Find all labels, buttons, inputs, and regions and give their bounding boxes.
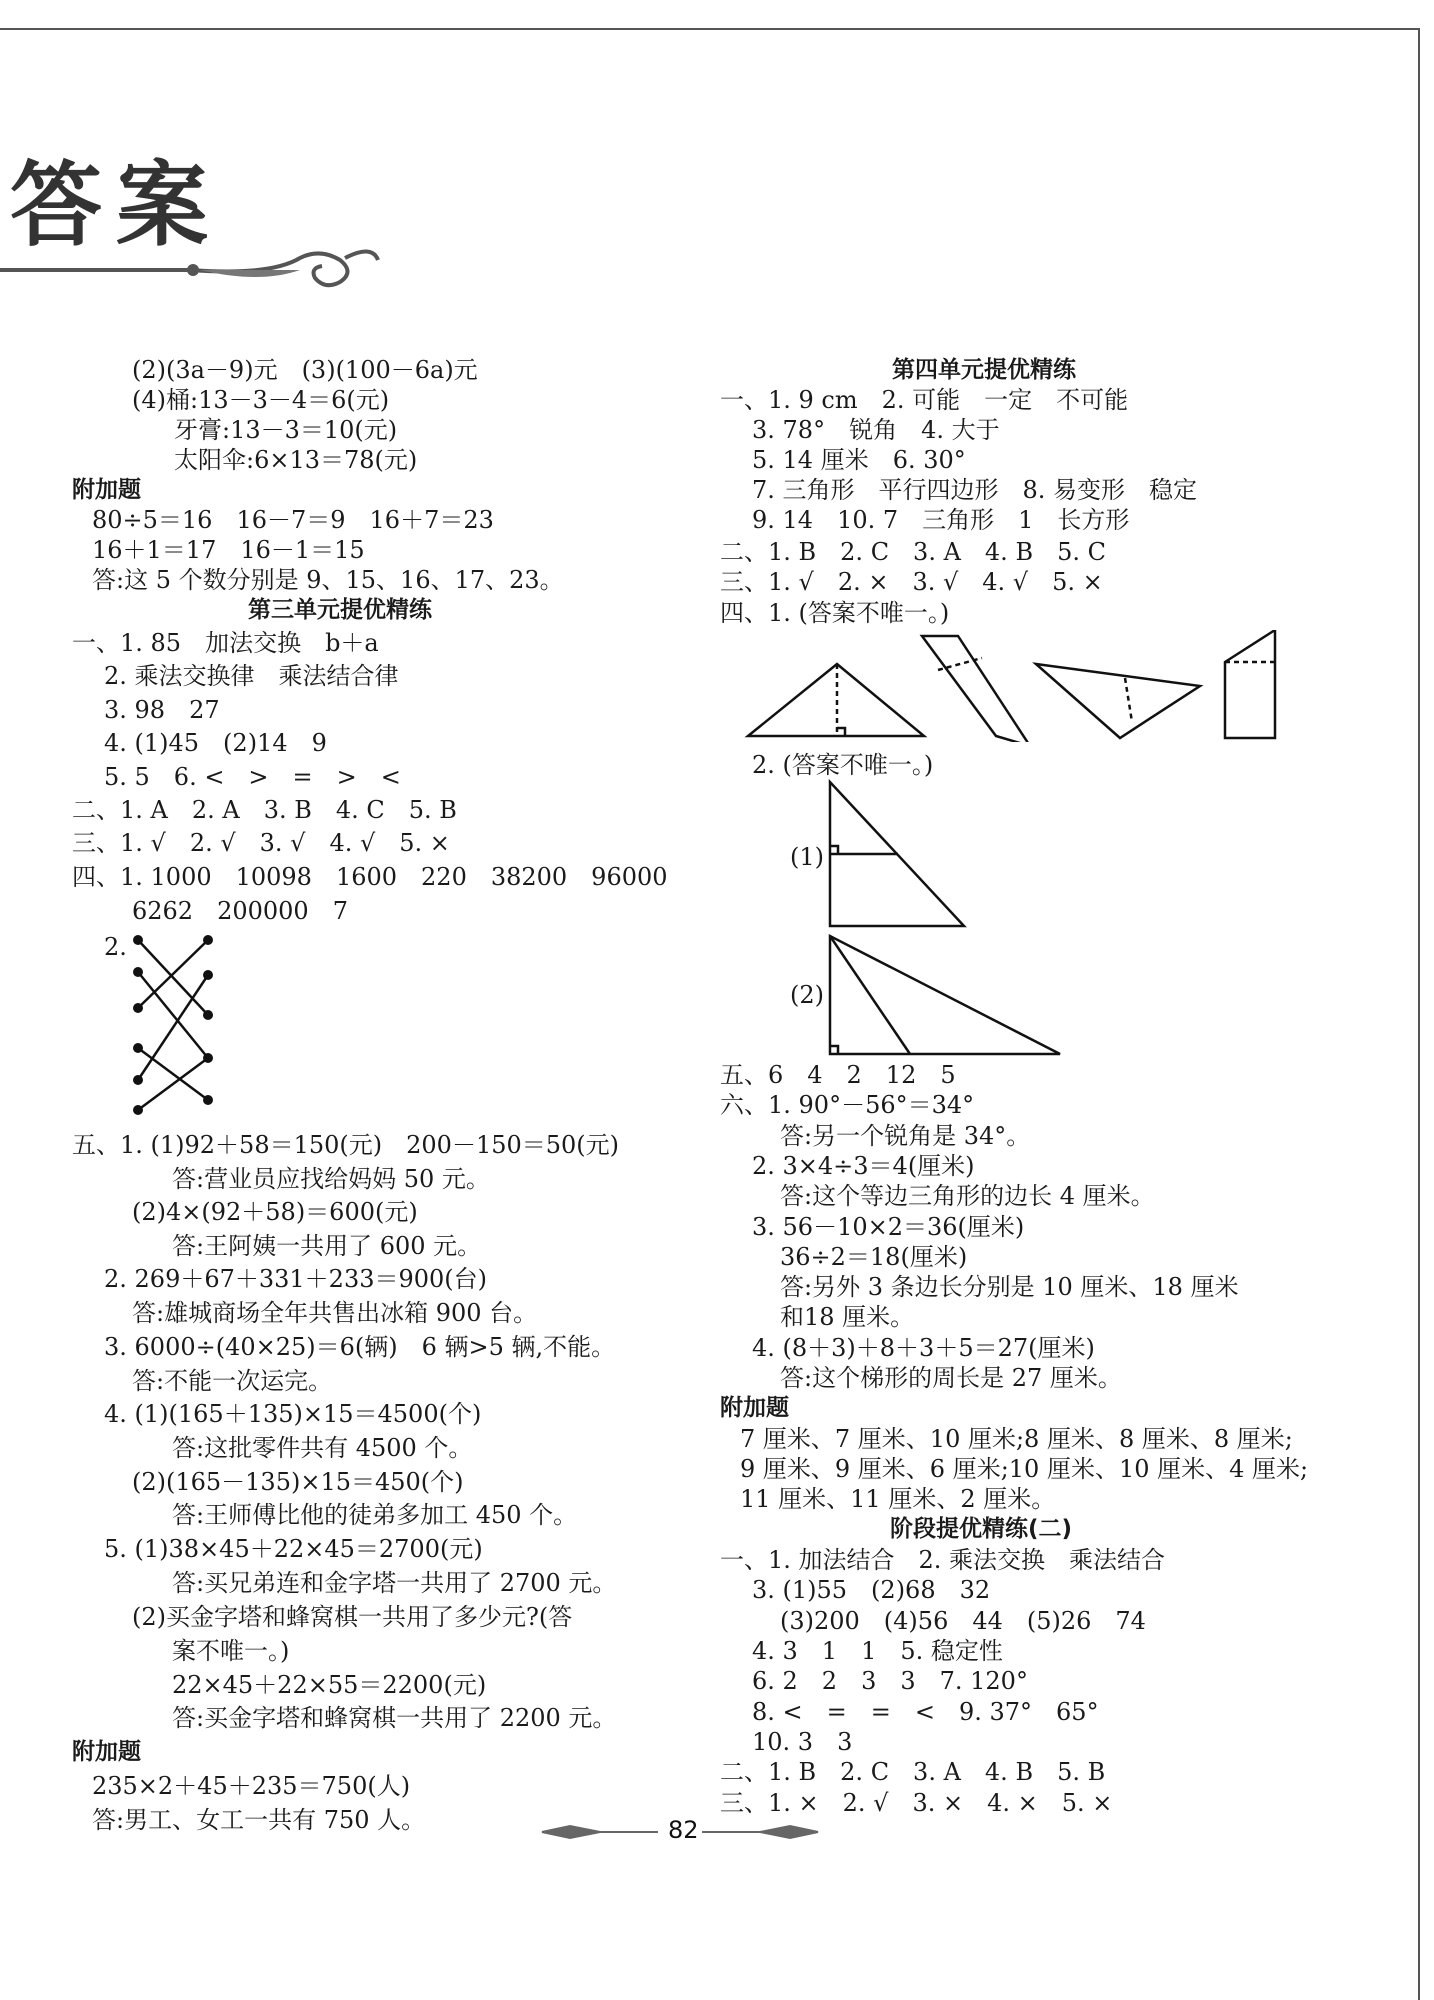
text-line: 一、1. 9 cm 2. 可能 一定 不可能 xyxy=(720,386,1129,414)
text-line: 3. 6000÷(40×25)＝6(辆) 6 辆>5 辆,不能。 xyxy=(104,1333,616,1361)
text-line: 牙膏:13－3＝10(元) xyxy=(174,416,398,444)
text-line: (2)(3a－9)元 (3)(100－6a)元 xyxy=(132,356,478,384)
text-line: (2)买金字塔和蜂窝棋一共用了多少元?(答 xyxy=(132,1603,573,1631)
text-line: 5. (1)38×45＋22×45＝2700(元) xyxy=(104,1535,483,1563)
text-line: 4. (1)45 (2)14 9 xyxy=(104,729,327,757)
text-line: 三、1. × 2. √ 3. × 4. × 5. × xyxy=(720,1789,1113,1817)
text-line: 四、1. 1000 10098 1600 220 38200 96000 xyxy=(72,863,668,891)
text-line: 6. 2 2 3 3 7. 120° xyxy=(752,1667,1028,1695)
text-line: 二、1. B 2. C 3. A 4. B 5. B xyxy=(720,1758,1106,1786)
text-line: 7. 三角形 平行四边形 8. 易变形 稳定 xyxy=(752,476,1198,504)
text-line: 22×45＋22×55＝2200(元) xyxy=(172,1671,487,1699)
text-line: 二、1. A 2. A 3. B 4. C 5. B xyxy=(72,796,457,824)
text-line: 2. (答案不唯一。) xyxy=(752,751,934,779)
text-line: 9 厘米、9 厘米、6 厘米;10 厘米、10 厘米、4 厘米; xyxy=(740,1455,1309,1483)
text-line: 三、1. √ 2. √ 3. √ 4. √ 5. × xyxy=(72,829,450,857)
text-line: 和18 厘米。 xyxy=(780,1303,915,1331)
text-line: 一、1. 加法结合 2. 乘法交换 乘法结合 xyxy=(720,1546,1166,1574)
text-line: 10. 3 3 xyxy=(752,1728,853,1756)
text-line: 答:这 5 个数分别是 9、15、16、17、23。 xyxy=(92,566,564,594)
section-heading: 第四单元提优精练 xyxy=(892,357,1076,383)
text-line: 答:买兄弟连和金字塔一共用了 2700 元。 xyxy=(172,1569,617,1597)
text-line: 答:这个梯形的周长是 27 厘米。 xyxy=(780,1364,1122,1392)
text-line: 答:这个等边三角形的边长 4 厘米。 xyxy=(780,1182,1155,1210)
page-title: 答案 xyxy=(10,152,223,259)
text-line: (1) xyxy=(790,843,824,871)
text-line: 五、1. (1)92＋58＝150(元) 200－150＝50(元) xyxy=(72,1131,620,1159)
text-line: 8. < = = < 9. 37° 65° xyxy=(752,1698,1099,1726)
text-line: (2)4×(92＋58)＝600(元) xyxy=(132,1198,418,1226)
page-number: 82 xyxy=(668,1816,699,1844)
section-heading: 阶段提优精练(二) xyxy=(890,1516,1073,1542)
text-line: 答:男工、女工一共有 750 人。 xyxy=(92,1806,426,1834)
title-ornament xyxy=(0,240,400,300)
text-line: 16＋1＝17 16－1＝15 xyxy=(92,536,365,564)
text-line: 案不唯一。) xyxy=(172,1637,290,1665)
text-line: 五、6 4 2 12 5 xyxy=(720,1061,956,1089)
text-line: 4. (1)(165＋135)×15＝4500(个) xyxy=(104,1400,482,1428)
text-line: (4)桶:13－3－4＝6(元) xyxy=(132,386,390,414)
right-triangle-figures xyxy=(824,778,1064,1058)
text-line: 四、1. (答案不唯一。) xyxy=(720,599,950,627)
text-line: (3)200 (4)56 44 (5)26 74 xyxy=(780,1607,1146,1635)
page-border-top xyxy=(0,28,1420,30)
section-heading: 附加题 xyxy=(72,477,141,503)
text-line: 3. (1)55 (2)68 32 xyxy=(752,1576,991,1604)
text-line: 答:王阿姨一共用了 600 元。 xyxy=(172,1232,482,1260)
text-line: 9. 14 10. 7 三角形 1 长方形 xyxy=(752,506,1130,534)
matching-lines-figure xyxy=(128,930,228,1120)
text-line: 2. 3×4÷3＝4(厘米) xyxy=(752,1152,975,1180)
text-line: 六、1. 90°－56°＝34° xyxy=(720,1091,975,1119)
height-drawings-figure xyxy=(740,630,1290,742)
text-line: 答:营业员应找给妈妈 50 元。 xyxy=(172,1165,490,1193)
text-line: 2. xyxy=(104,933,127,961)
page-border-right xyxy=(1418,28,1420,2000)
text-line: 3. 98 27 xyxy=(104,696,220,724)
text-line: 二、1. B 2. C 3. A 4. B 5. C xyxy=(720,538,1106,566)
text-line: 6262 200000 7 xyxy=(132,897,348,925)
text-line: 2. 乘法交换律 乘法结合律 xyxy=(104,662,399,690)
text-line: 答:王师傅比他的徒弟多加工 450 个。 xyxy=(172,1501,578,1529)
text-line: 太阳伞:6×13＝78(元) xyxy=(174,446,418,474)
text-line: 2. 269＋67＋331＋233＝900(台) xyxy=(104,1265,488,1293)
text-line: 4. (8＋3)＋8＋3＋5＝27(厘米) xyxy=(752,1334,1095,1362)
text-line: 5. 14 厘米 6. 30° xyxy=(752,446,966,474)
text-line: 5. 5 6. < > = > < xyxy=(104,763,401,791)
text-line: 11 厘米、11 厘米、2 厘米。 xyxy=(740,1485,1056,1513)
text-line: 答:另一个锐角是 34°。 xyxy=(780,1122,1031,1150)
text-line: 3. 78° 锐角 4. 大于 xyxy=(752,416,1000,444)
section-heading: 附加题 xyxy=(720,1395,789,1421)
section-heading: 附加题 xyxy=(72,1739,141,1765)
text-line: 三、1. √ 2. × 3. √ 4. √ 5. × xyxy=(720,568,1103,596)
text-line: 答:这批零件共有 4500 个。 xyxy=(172,1434,473,1462)
text-line: (2) xyxy=(790,981,824,1009)
text-line: 答:不能一次运完。 xyxy=(132,1367,333,1395)
text-line: 80÷5＝16 16－7＝9 16＋7＝23 xyxy=(92,506,494,534)
text-line: 答:另外 3 条边长分别是 10 厘米、18 厘米 xyxy=(780,1273,1239,1301)
text-line: 答:雄城商场全年共售出冰箱 900 台。 xyxy=(132,1299,538,1327)
section-heading: 第三单元提优精练 xyxy=(248,597,432,623)
text-line: 36÷2＝18(厘米) xyxy=(780,1243,968,1271)
text-line: 3. 56－10×2＝36(厘米) xyxy=(752,1213,1025,1241)
text-line: 答:买金字塔和蜂窝棋一共用了 2200 元。 xyxy=(172,1704,617,1732)
text-line: 7 厘米、7 厘米、10 厘米;8 厘米、8 厘米、8 厘米; xyxy=(740,1425,1293,1453)
text-line: 4. 3 1 1 5. 稳定性 xyxy=(752,1637,1003,1665)
text-line: 一、1. 85 加法交换 b＋a xyxy=(72,629,379,657)
text-line: 235×2＋45＋235＝750(人) xyxy=(92,1772,411,1800)
text-line: (2)(165－135)×15＝450(个) xyxy=(132,1468,464,1496)
